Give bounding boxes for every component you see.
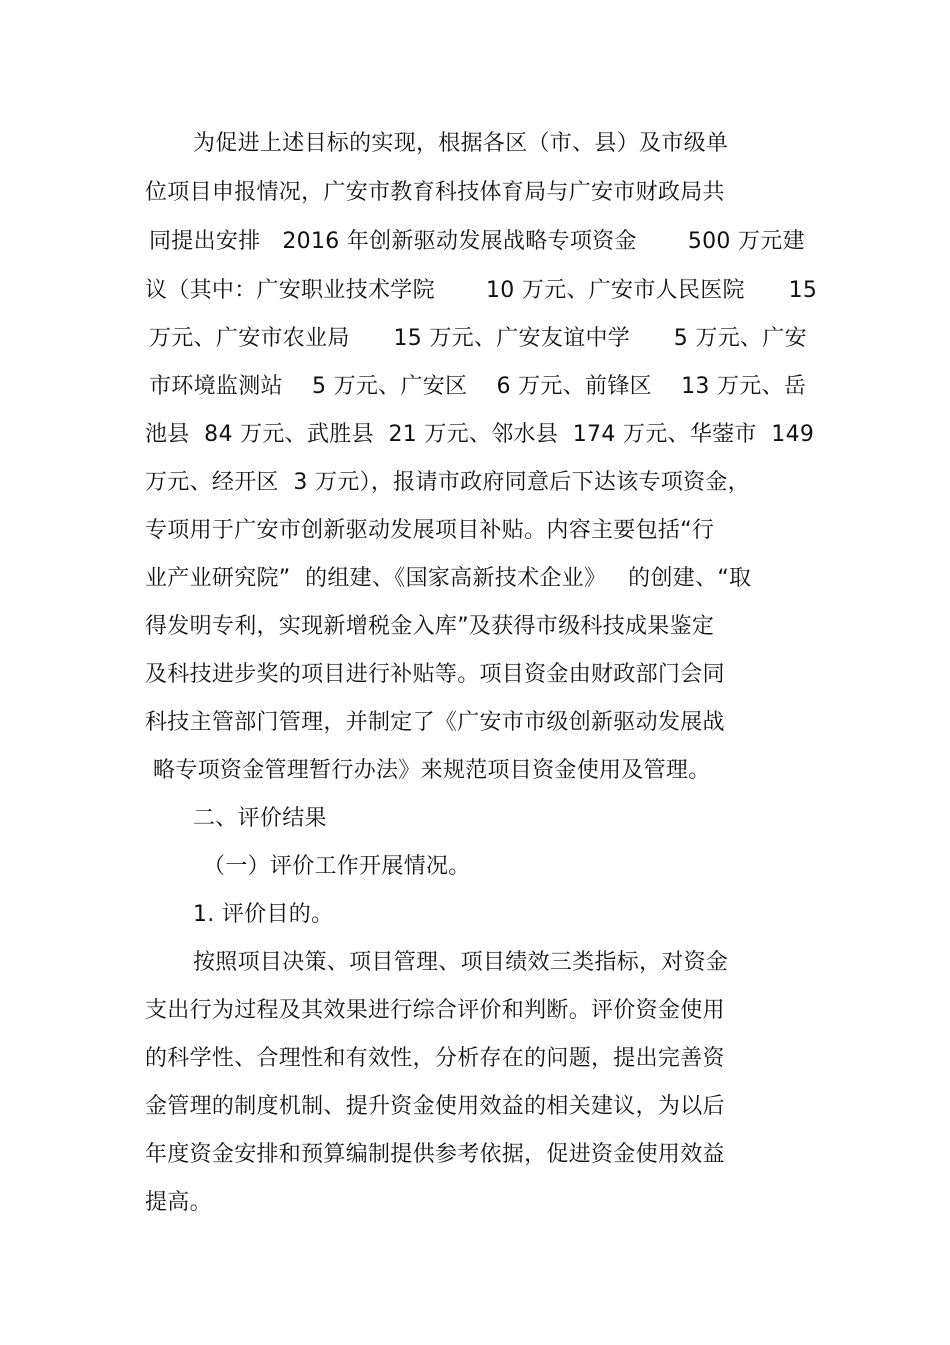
- text-line: 市环境监测站 5 万元、广安区 6 万元、前锋区 13 万元、岳: [149, 374, 807, 399]
- text-line: 专项用于广安市创新驱动发展项目补贴。内容主要包括“行: [145, 518, 715, 543]
- text-line: 金管理的制度机制、提升资金使用效益的相关建议，为以后: [145, 1094, 725, 1119]
- text-line: 得发明专利，实现新增税金入库”及获得市级科技成果鉴定: [145, 614, 715, 639]
- text-line: 万元、经开区 3 万元），报请市政府同意后下达该专项资金，: [145, 470, 750, 495]
- subsection-heading: （一）评价工作开展情况。: [203, 854, 471, 879]
- text-line: 年度资金安排和预算编制提供参考依据，促进资金使用效益: [145, 1142, 725, 1167]
- text-line: 科技主管部门管理，并制定了《广安市市级创新驱动发展战: [145, 710, 725, 735]
- text-line: 池县 84 万元、武胜县 21 万元、邻水县 174 万元、华蓥市 149: [145, 422, 815, 447]
- text-line: 同提出安排 2016 年创新驱动发展战略专项资金 500 万元建: [149, 229, 805, 254]
- text-line: 支出行为过程及其效果进行综合评价和判断。评价资金使用: [145, 998, 725, 1023]
- text-line: 略专项资金管理暂行办法》来规范项目资金使用及管理。: [153, 758, 711, 783]
- text-line: 万元、广安市农业局 15 万元、广安友谊中学 5 万元、广安: [149, 326, 807, 351]
- text-line: 提高。: [145, 1190, 212, 1215]
- text-line: 按照项目决策、项目管理、项目绩效三类指标，对资金: [193, 950, 729, 975]
- text-line: 及科技进步奖的项目进行补贴等。项目资金由财政部门会同: [145, 662, 725, 687]
- text-line: 业产业研究院” 的组建、《国家高新技术企业》 的创建、“取: [145, 566, 752, 591]
- numbered-heading: 1. 评价目的。: [193, 902, 334, 927]
- text-line: 议（其中：广安职业技术学院 10 万元、广安市人民医院 15: [145, 278, 818, 303]
- text-line: 位项目申报情况，广安市教育科技体育局与广安市财政局共: [145, 180, 725, 205]
- text-line: 为促进上述目标的实现，根据各区（市、县）及市级单: [193, 131, 729, 156]
- section-heading: 二、评价结果: [193, 806, 327, 831]
- text-line: 的科学性、合理性和有效性，分析存在的问题，提出完善资: [145, 1046, 725, 1071]
